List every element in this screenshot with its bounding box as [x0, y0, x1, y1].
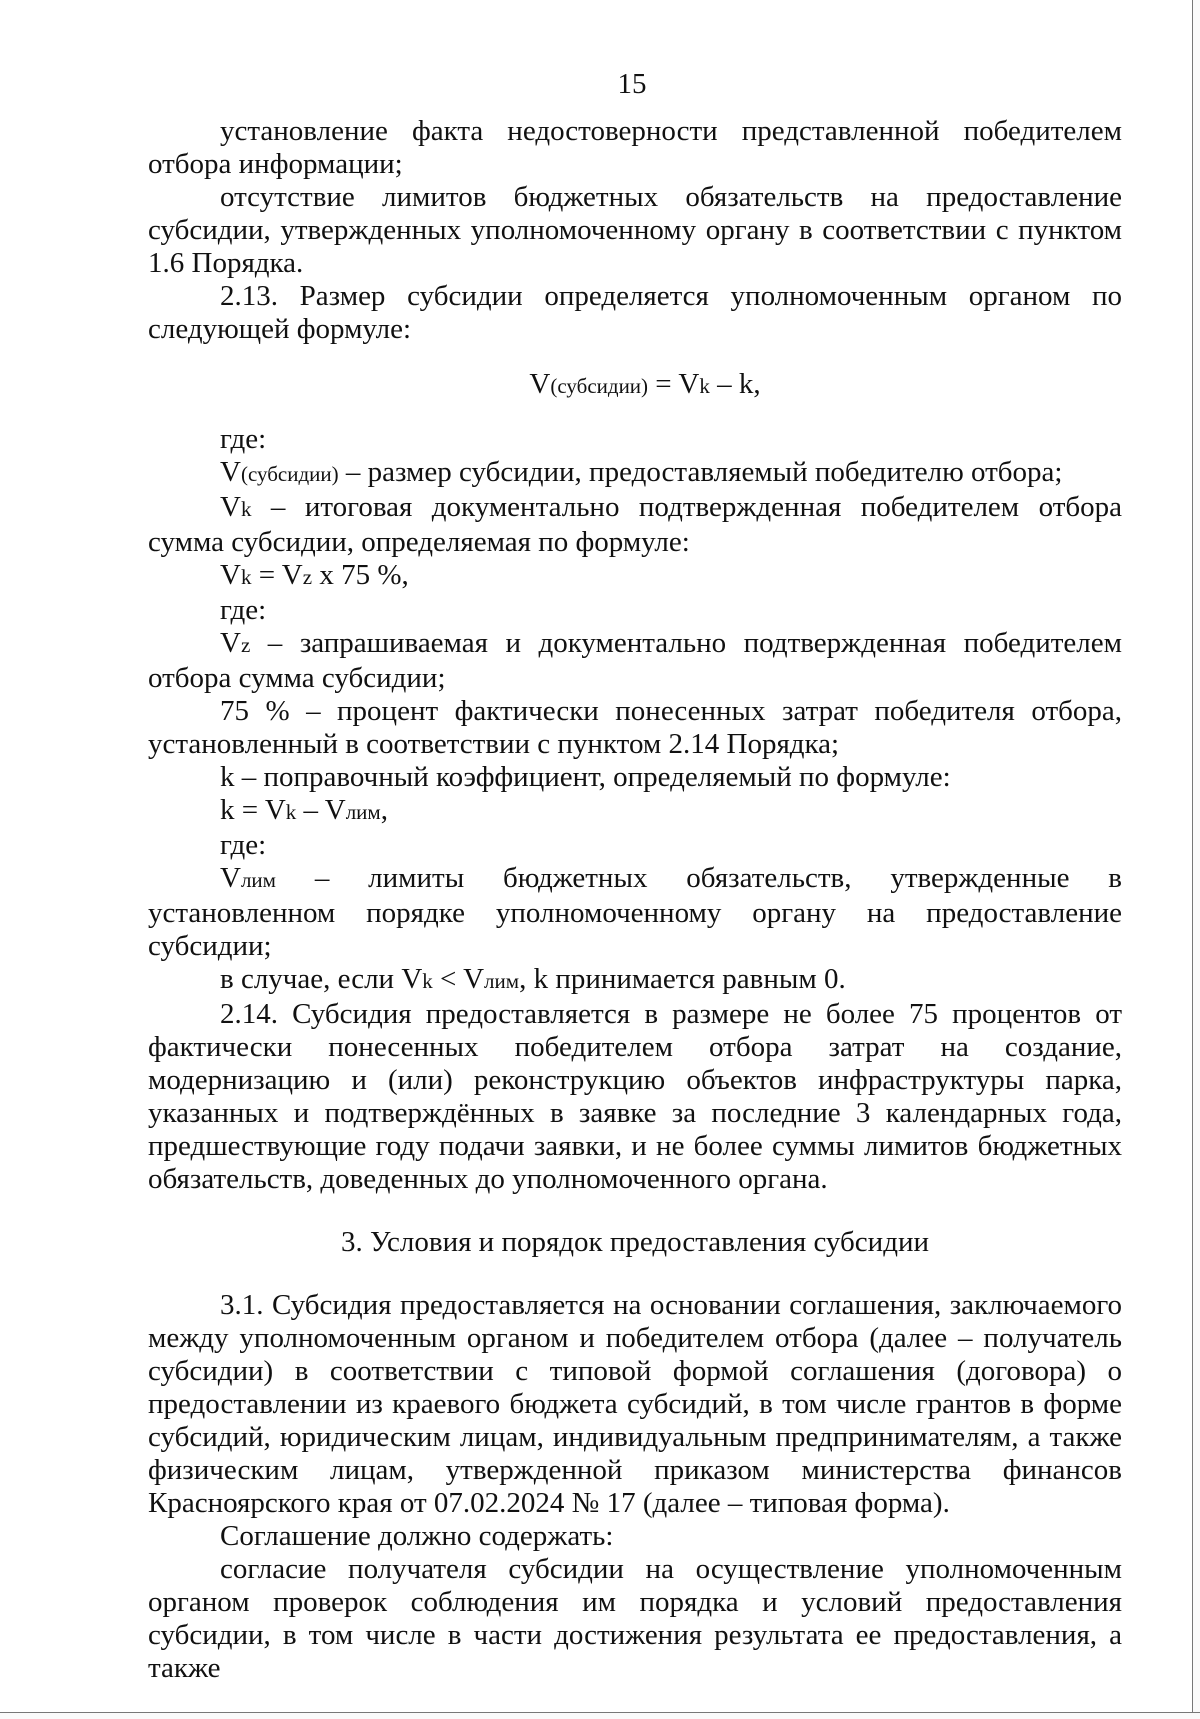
formula-subsidy: V(субсидии) = Vk – k, [529, 368, 761, 400]
where-label: где: [220, 594, 267, 626]
formula-k: k = Vk – Vлим, [220, 794, 388, 826]
paragraph-agreement: Соглашение должно содержать: [220, 1520, 614, 1552]
document-body [148, 115, 1122, 1685]
scan-edge-right [1192, 0, 1200, 1719]
scan-edge-bottom [0, 1712, 1200, 1719]
where-label: где: [220, 423, 267, 455]
paragraph-2-14: 2.14. Субсидия предоставляется в размере не более 75 процентов от фактически понесенных победителем отбора затрат на создание, модернизацию и (или) реконструкцию объектов инфраструктуры парка, указанных и подтверждённых в заявке за последние 3 календарных года, предшествующие году подачи заявки, и не более суммы лимитов бюджетных обязательств, доведенных до уполномоченного органа. [148, 998, 1122, 1195]
definition-v-subsidy: V(субсидии) – размер субсидии, предоставляемый победителю отбора; [220, 456, 1063, 488]
definition-75-percent: 75 % – процент фактически понесенных затрат победителя отбора, установленный в соответствии с пунктом 2.14 Порядка; [148, 695, 1122, 760]
definition-k: k – поправочный коэффициент, определяемый по формуле: [220, 761, 951, 793]
formula-vk: Vk = Vz x 75 %, [220, 559, 409, 591]
where-label: где: [220, 829, 267, 861]
definition-vlim: Vлим – лимиты бюджетных обязательств, утвержденные в установленном порядке уполномоченному органу на предоставление субсидии; [148, 862, 1122, 962]
paragraph: отсутствие лимитов бюджетных обязательств на предоставление субсидии, утвержденных уполномоченному органу в соответствии с пунктом 1.6 Порядка. [148, 181, 1122, 279]
definition-vk: Vk – итоговая документально подтвержденная победителем отбора сумма субсидии, определяемая по формуле: [148, 491, 1122, 558]
case-line: в случае, если Vk < Vлим, k принимается равным 0. [220, 963, 846, 995]
section-3-heading: 3. Условия и порядок предоставления субсидии [340, 1226, 929, 1258]
paragraph-3-1: 3.1. Субсидия предоставляется на основании соглашения, заключаемого между уполномоченным органом и победителем отбора (далее – получатель субсидии) в соответствии с типовой формой соглашения (договора) о предоставлении из краевого бюджета субсидий, в том числе грантов в форме субсидий, юридическим лицам, индивидуальным предпринимателям, а также физическим лицам, утвержденной приказом министерства финансов Красноярского края от 07.02.2024 № 17 (далее – типовая форма). [148, 1289, 1122, 1519]
paragraph-consent: согласие получателя субсидии на осуществление уполномоченным органом проверок соблюдения им порядка и условий предоставления субсидии, в том числе в части достижения результата ее предоставления, а также [148, 1553, 1122, 1684]
page-number: 15 [617, 68, 647, 100]
definition-vz: Vz – запрашиваемая и документально подтвержденная победителем отбора сумма субсидии; [148, 627, 1122, 694]
paragraph: установление факта недостоверности представленной победителем отбора информации; [148, 115, 1122, 180]
paragraph-2-13: 2.13. Размер субсидии определяется уполномоченным органом по следующей формуле: [148, 280, 1122, 345]
